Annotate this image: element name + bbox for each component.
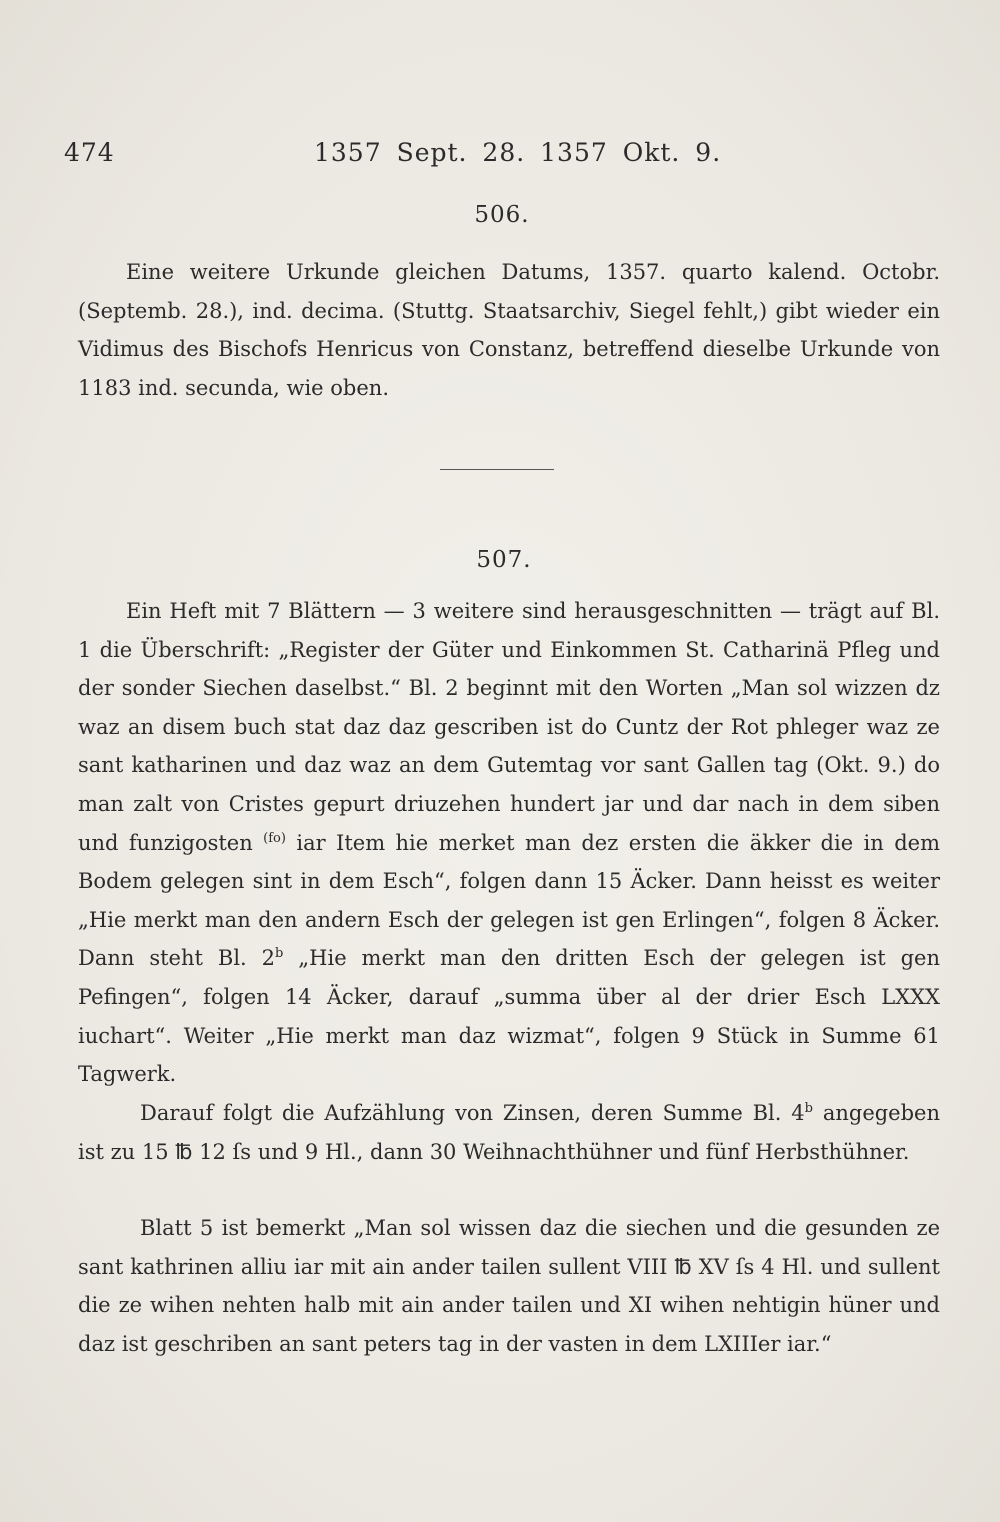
footnote-marker: (fo) [263, 830, 286, 846]
section-divider [440, 469, 554, 470]
entry-507-paragraph-2 [78, 1094, 940, 1171]
running-head [64, 138, 944, 178]
running-head-dates: 1357 Sept. 28. 1357 Okt. 9. [314, 138, 722, 167]
entry-507-p1-part-c: „Hie merkt man den dritten Esch der gelegen ist gen Pefingen“, folgen 14 Äcker, darauf „summa über al der drier Esch LXXX iuchart“. Weiter „Hie merkt man daz wizmat“, folgen 9 Stück in Summe 61 Tagwerk. [78, 946, 940, 1087]
entry-507-p2-part-a: Darauf folgt die Aufzählung von Zinsen, deren Summe Bl. 4 [140, 1101, 805, 1125]
page-number: 474 [64, 138, 115, 167]
entry-506-text: Eine weitere Urkunde gleichen Datums, 1357. quarto kalend. Octobr. (Septemb. 28.), ind. decima. (Stuttg. Staatsarchiv, Siegel fehlt,) gibt wieder ein Vidimus des Bischofs Henricus von Constanz, betreffend dieselbe Urkunde von 1183 ind. secunda, wie oben. [78, 260, 940, 400]
entry-number-506: 506. [474, 202, 530, 228]
entry-507-p1-part-a: Ein Heft mit 7 Blättern — 3 weitere sind herausgeschnitten — trägt auf Bl. 1 die Überschrift: „Register der Güter und Einkommen St. Catharinä Pfleg und der sonder Siechen daselbst.“ Bl. 2 beginnt mit den Worten „Man sol wizzen dz waz an disem buch stat daz daz gescriben ist do Cuntz der Rot phleger waz ze sant katharinen und daz waz an dem Gutemtag vor sant Gallen tag (Okt. 9.) do man zalt von Cristes gepurt driuzehen hundert jar und dar nach in dem siben und funzigosten [78, 599, 940, 855]
entry-507-paragraph-1 [78, 592, 940, 1094]
entry-507-p2-part-b: angegeben ist zu 15 ℔ 12 ſs und 9 Hl., dann 30 Weihnachthühner und fünf Herbsthühner. [78, 1101, 941, 1164]
entry-507-paragraph-3 [78, 1209, 940, 1363]
superscript-b: b [804, 1101, 813, 1116]
superscript-b: b [275, 946, 284, 962]
entry-number-507: 507. [476, 547, 532, 573]
entry-507-p3-text: Blatt 5 ist bemerkt „Man sol wissen daz die siechen und die gesunden ze sant kathrinen alliu iar mit ain ander tailen sullent VIII ℔ XV ſs 4 Hl. und sullent die ze wihen nehten halb mit ain ander tailen und XI wihen nehtigin hüner und daz ist geschriben an sant peters tag in der vasten in dem LXIIIer iar.“ [78, 1216, 940, 1356]
entry-507-p1-part-b: iar Item hie merket man dez ersten die äkker die in dem Bodem gelegen sint in dem Esch“, folgen dann 15 Äcker. Dann heisst es weiter „Hie merkt man den andern Esch der gelegen ist gen Erlingen“, folgen 8 Äcker. Dann steht Bl. 2 [78, 830, 940, 971]
entry-506-paragraph [78, 253, 940, 407]
